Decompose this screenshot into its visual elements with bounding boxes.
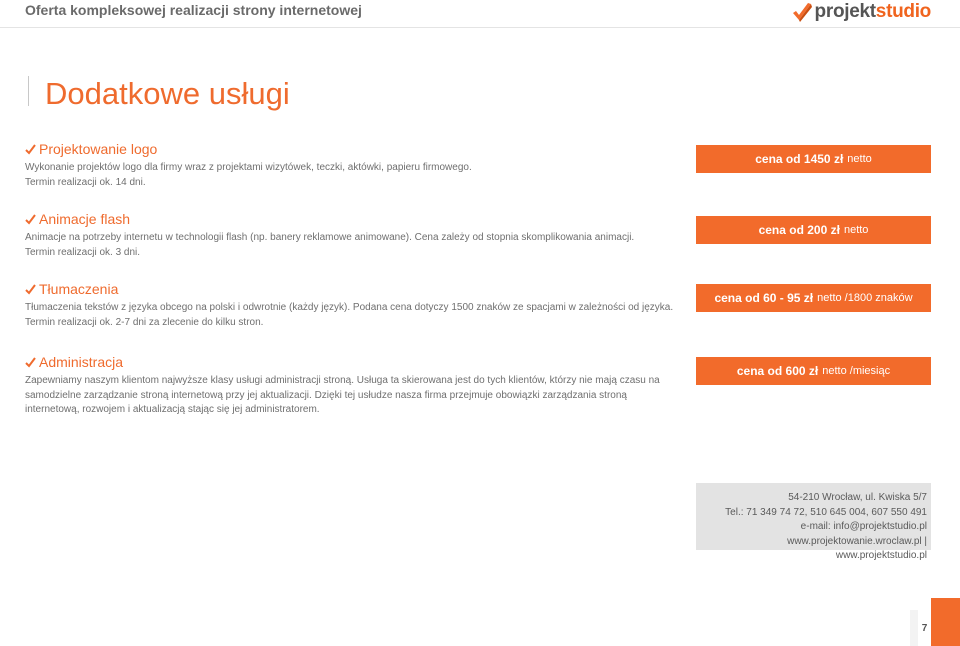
check-icon: [25, 357, 36, 368]
description-line: Animacje na potrzeby internetu w technologii flash (np. banery reklamowe animowane). Cena zależy od stopnia skomplikowania animacji.: [25, 232, 635, 243]
service-title: Administracja: [39, 354, 124, 370]
description-line: samodzielne zarządzanie stroną internetową przy jej aktualizacji. Dzięki tej usłudze nasza firma przejmuje obowiązki zarządzania stroną: [25, 389, 627, 401]
description-line: Tłumaczenia tekstów z języka obcego na polski i odwrotnie (każdy język). Podana cena dotyczy 1500 znaków ze spacjami w zależności od języka.: [25, 302, 674, 313]
description-line: Wykonanie projektów logo dla firmy wraz z projektami wizytówek, teczki, aktówki, papieru firmowego.: [25, 162, 472, 173]
service-title: Animacje flash: [39, 211, 131, 227]
check-icon: [25, 214, 36, 225]
description-line: Termin realizacji ok. 14 dni.: [25, 176, 146, 188]
price-suffix: netto /1800 znaków: [817, 292, 913, 304]
logo-text: [815, 1, 931, 23]
service-flash-animation: [25, 211, 675, 260]
price-value: cena od 60 - 95 zł: [714, 291, 814, 305]
price-value: cena od 200 zł: [758, 223, 840, 237]
price-suffix: netto /miesiąc: [822, 365, 891, 377]
contact-websites: www.projektowanie.wroclaw.pl | www.projektstudio.pl: [787, 535, 927, 562]
page-number: 7: [918, 610, 931, 646]
description-line: internetową, rozwojem i aktualizacją stając się jej administratorem.: [25, 404, 320, 415]
price-value: cena od 1450 zł: [755, 152, 844, 166]
check-icon: [25, 144, 36, 155]
price-box-translations: [696, 284, 931, 312]
section-divider: [28, 76, 29, 106]
service-heading: [25, 141, 675, 157]
service-administration: [25, 354, 675, 418]
document-header: [0, 0, 960, 28]
price-value: cena od 600 zł: [736, 364, 819, 378]
price-box-administration: [696, 357, 931, 385]
service-description: [25, 161, 675, 190]
company-logo: [791, 0, 931, 24]
description-line: Zapewniamy naszym klientom najwyższe klasy usługi administracji stroną. Usługa ta skierowana jest do tych klientów, którzy nie mają czasu na: [25, 375, 660, 386]
contact-box: [696, 483, 931, 562]
page-accent-rail: [931, 598, 960, 646]
service-heading: [25, 211, 675, 227]
service-heading: [25, 354, 675, 370]
price-box-flash-animation: [696, 216, 931, 244]
description-line: Termin realizacji ok. 3 dni.: [25, 246, 141, 258]
contact-email: e-mail: info@projektstudio.pl: [800, 521, 927, 533]
price-suffix: netto: [847, 153, 872, 165]
service-logo-design: [25, 141, 675, 190]
service-title: Tłumaczenia: [39, 281, 119, 297]
check-icon: [25, 284, 36, 295]
contact-phone: Tel.: 71 349 74 72, 510 645 004, 607 550 491: [725, 506, 927, 518]
contact-address: 54-210 Wrocław, ul. Kwiska 5/7: [788, 492, 927, 503]
service-title: Projektowanie logo: [39, 141, 158, 157]
service-description: [25, 301, 675, 330]
description-line: Termin realizacji ok. 2-7 dni za zlecenie do kilku stron.: [25, 316, 264, 328]
service-translations: [25, 281, 675, 330]
service-heading: [25, 281, 675, 297]
logo-text-accent: studio: [875, 1, 931, 22]
service-description: [25, 374, 675, 418]
checkmark-logo-icon: [791, 1, 813, 23]
document-title: Oferta kompleksowej realizacji strony internetowej: [25, 2, 362, 18]
price-box-logo-design: [696, 145, 931, 173]
price-suffix: netto: [843, 224, 869, 236]
section-title: Dodatkowe usługi: [45, 76, 290, 111]
service-description: [25, 231, 675, 260]
logo-text-main: projekt: [814, 1, 876, 22]
